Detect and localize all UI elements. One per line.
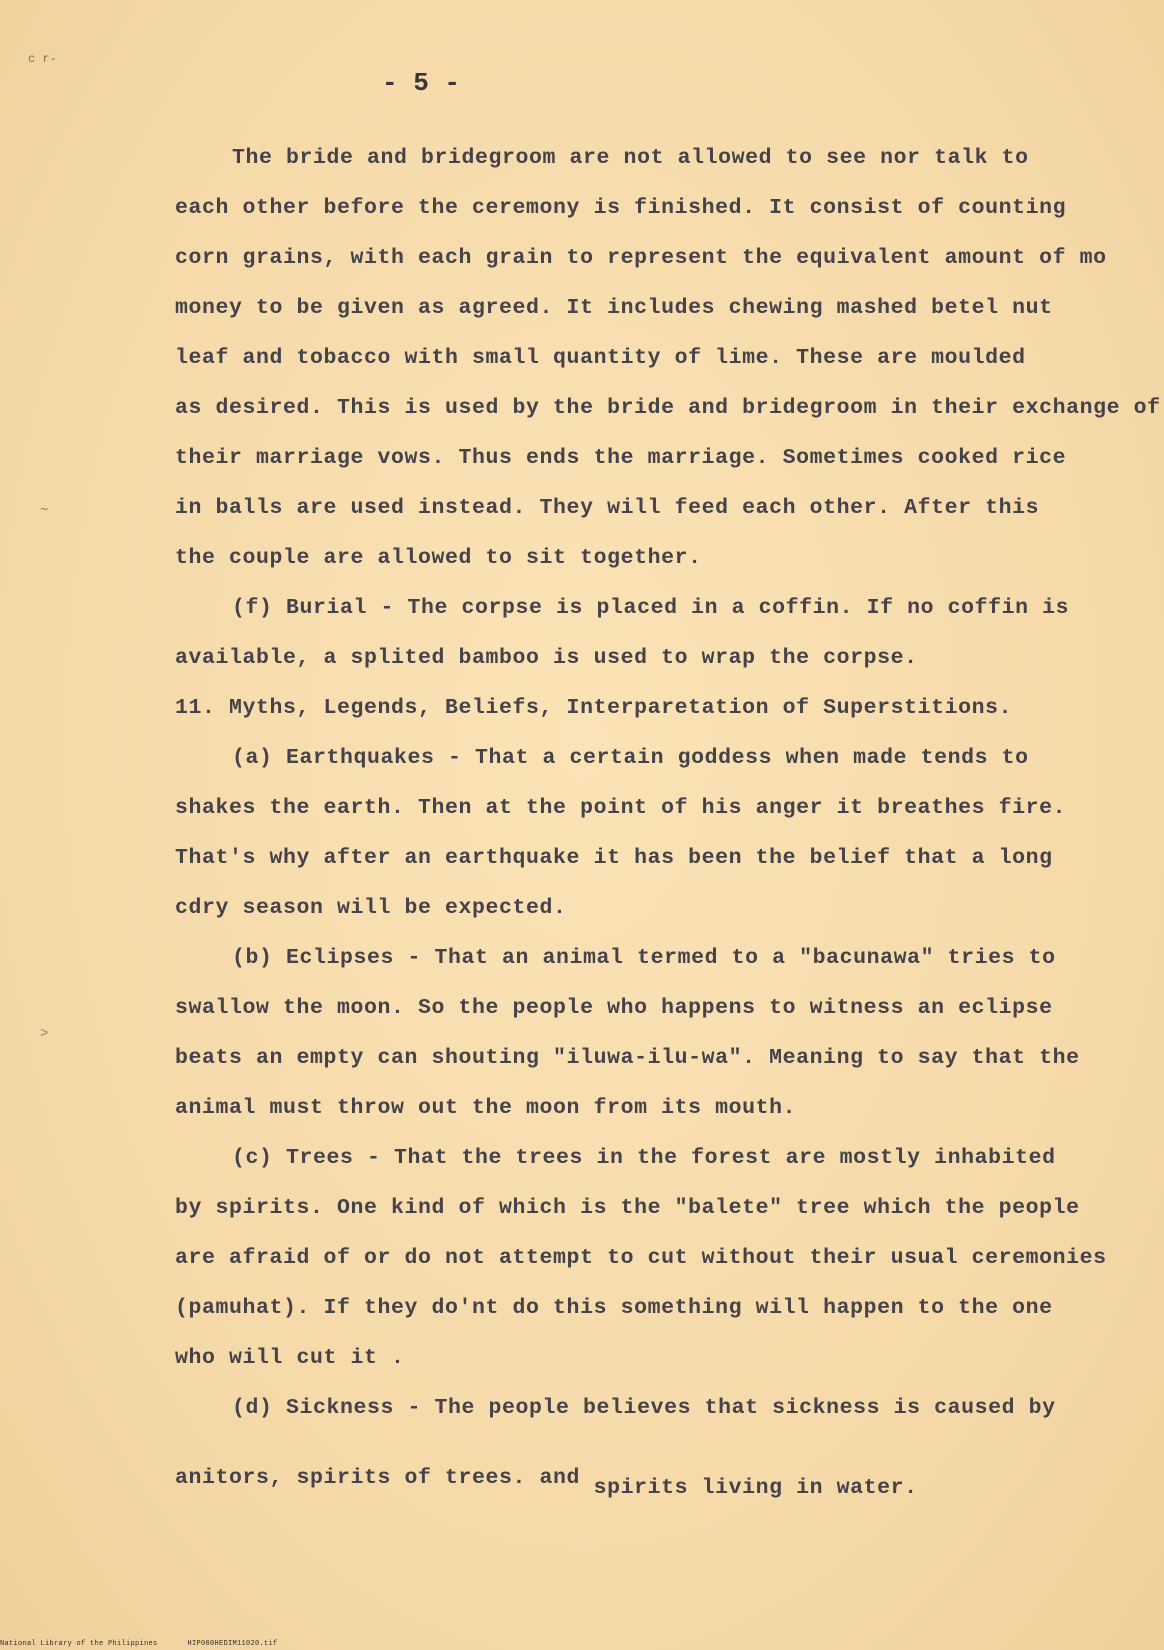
page-number: - 5 - bbox=[382, 68, 461, 98]
text-line: their marriage vows. Thus ends the marriage. Sometimes cooked rice bbox=[175, 446, 1067, 470]
text-line: each other before the ceremony is finished. It consist of counting bbox=[175, 196, 1067, 220]
last-line-main: anitors, spirits of trees. and bbox=[175, 1466, 581, 1490]
section-sickness: (d) Sickness - The people believes that sickness is caused by bbox=[232, 1396, 1056, 1420]
text-line: corn grains, with each grain to represent the equivalent amount of mo bbox=[175, 246, 1107, 270]
section-earthquakes: (a) Earthquakes - That a certain goddess when made tends to bbox=[232, 746, 1029, 770]
last-line-subscript: spirits living in water. bbox=[593, 1476, 918, 1500]
text-line: as desired. This is used by the bride and bridegroom in their exchange of bbox=[175, 396, 1161, 420]
text-line: are afraid of or do not attempt to cut without their usual ceremonies bbox=[175, 1246, 1107, 1270]
footer bbox=[0, 1640, 278, 1648]
text-line: The bride and bridegroom are not allowed to see nor talk to bbox=[232, 146, 1029, 170]
margin-mark: ~ bbox=[40, 503, 49, 519]
section-eclipses: (b) Eclipses - That an animal termed to a "bacunawa" tries to bbox=[232, 946, 1056, 970]
corner-mark: c r- bbox=[28, 52, 57, 66]
text-line: money to be given as agreed. It includes chewing mashed betel nut bbox=[175, 296, 1053, 320]
text-line: beats an empty can shouting "iluwa-ilu-wa". Meaning to say that the bbox=[175, 1046, 1080, 1070]
footer-library: National Library of the Philippines bbox=[0, 1640, 158, 1648]
section-burial: (f) Burial - The corpse is placed in a coffin. If no coffin is bbox=[232, 596, 1070, 620]
text-line: swallow the moon. So the people who happens to witness an eclipse bbox=[175, 996, 1053, 1020]
text-line: That's why after an earthquake it has been the belief that a long bbox=[175, 846, 1053, 870]
text-line: in balls are used instead. They will feed each other. After this bbox=[175, 496, 1040, 520]
text-line: leaf and tobacco with small quantity of lime. These are moulded bbox=[175, 346, 1026, 370]
section-heading-myths: 11. Myths, Legends, Beliefs, Interparetation of Superstitions. bbox=[175, 696, 1013, 720]
last-line bbox=[175, 1466, 918, 1500]
text-line: (pamuhat). If they do'nt do this something will happen to the one bbox=[175, 1296, 1053, 1320]
text-line: available, a splited bamboo is used to wrap the corpse. bbox=[175, 646, 918, 670]
text-line: shakes the earth. Then at the point of his anger it breathes fire. bbox=[175, 796, 1067, 820]
text-line: by spirits. One kind of which is the "balete" tree which the people bbox=[175, 1196, 1080, 1220]
margin-mark: > bbox=[40, 1026, 49, 1042]
text-line: who will cut it . bbox=[175, 1346, 405, 1370]
footer-file: HIP000HEDIM11020.tif bbox=[187, 1640, 278, 1648]
section-trees: (c) Trees - That the trees in the forest are mostly inhabited bbox=[232, 1146, 1056, 1170]
text-line: animal must throw out the moon from its mouth. bbox=[175, 1096, 797, 1120]
text-line: cdry season will be expected. bbox=[175, 896, 567, 920]
text-line: the couple are allowed to sit together. bbox=[175, 546, 702, 570]
